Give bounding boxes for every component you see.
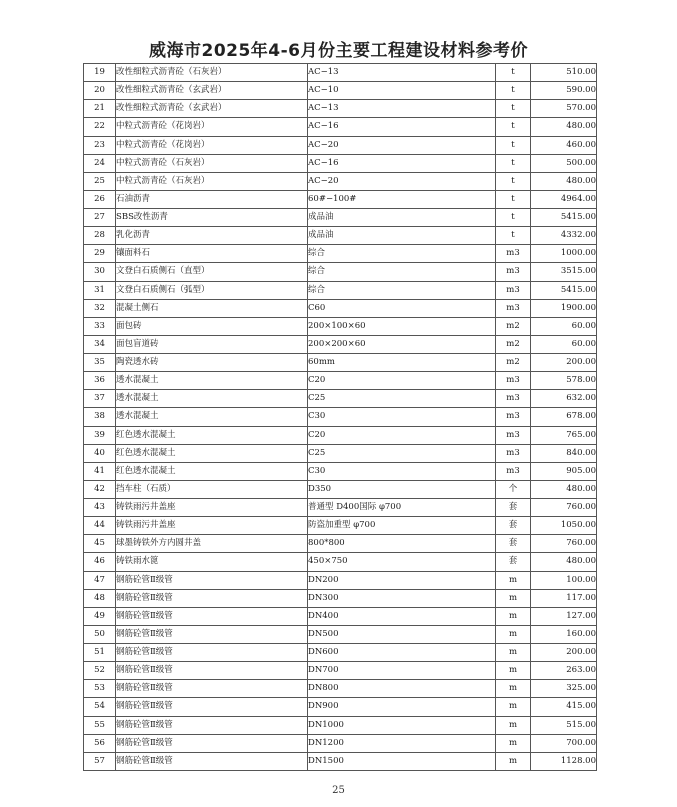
material-unit: m3 [496,299,531,317]
row-number: 41 [84,462,116,480]
material-name: 钢筋砼管Ⅱ级管 [116,662,308,680]
material-price: 905.00 [531,462,597,480]
material-unit: m [496,589,531,607]
row-number: 42 [84,480,116,498]
material-unit: 套 [496,535,531,553]
table-row [84,354,597,372]
material-spec: AC−13 [308,100,496,118]
material-spec: C60 [308,299,496,317]
material-unit: 套 [496,553,531,571]
material-name: 镶面料石 [116,245,308,263]
material-price: 325.00 [531,680,597,698]
row-number: 55 [84,716,116,734]
material-spec: 综合 [308,281,496,299]
material-unit: t [496,100,531,118]
row-number: 51 [84,644,116,662]
material-spec: D350 [308,480,496,498]
material-spec: AC−16 [308,154,496,172]
material-name: 钢筋砼管Ⅱ级管 [116,589,308,607]
row-number: 21 [84,100,116,118]
material-spec: DN900 [308,698,496,716]
material-unit: m [496,680,531,698]
material-name: 铸铁雨水篦 [116,553,308,571]
material-spec: C30 [308,462,496,480]
row-number: 39 [84,426,116,444]
material-name: 红色透水混凝土 [116,426,308,444]
material-name: 透水混凝土 [116,372,308,390]
row-number: 29 [84,245,116,263]
material-spec: C25 [308,390,496,408]
material-unit: m3 [496,426,531,444]
material-price: 700.00 [531,734,597,752]
material-price: 480.00 [531,172,597,190]
material-name: 钢筋砼管Ⅱ级管 [116,571,308,589]
material-name: 面包砖 [116,317,308,335]
material-price: 1128.00 [531,752,597,770]
material-price: 460.00 [531,136,597,154]
material-spec: DN1500 [308,752,496,770]
material-price: 578.00 [531,372,597,390]
table-row [84,517,597,535]
table-row [84,317,597,335]
material-spec: 成品油 [308,227,496,245]
material-unit: m3 [496,281,531,299]
material-spec: AC−13 [308,64,496,82]
row-number: 24 [84,154,116,172]
material-price: 570.00 [531,100,597,118]
material-unit: m3 [496,444,531,462]
material-name: 钢筋砼管Ⅱ级管 [116,607,308,625]
material-price: 415.00 [531,698,597,716]
material-name: 乳化沥青 [116,227,308,245]
material-unit: t [496,190,531,208]
material-name: 钢筋砼管Ⅱ级管 [116,734,308,752]
material-name: 红色透水混凝土 [116,444,308,462]
table-row [84,299,597,317]
material-price: 4332.00 [531,227,597,245]
row-number: 48 [84,589,116,607]
material-unit: t [496,64,531,82]
material-price: 480.00 [531,118,597,136]
table-row [84,190,597,208]
material-spec: DN500 [308,625,496,643]
material-unit: m2 [496,335,531,353]
row-number: 19 [84,64,116,82]
material-unit: t [496,209,531,227]
material-price: 840.00 [531,444,597,462]
row-number: 30 [84,263,116,281]
table-row [84,716,597,734]
table-row [84,281,597,299]
table-row [84,390,597,408]
row-number: 28 [84,227,116,245]
material-spec: 60#−100# [308,190,496,208]
material-spec: AC−10 [308,82,496,100]
material-unit: m3 [496,390,531,408]
material-unit: 个 [496,480,531,498]
material-unit: m [496,625,531,643]
material-unit: m3 [496,263,531,281]
material-name: 改性细粒式沥青砼（石灰岩） [116,64,308,82]
material-spec: AC−16 [308,118,496,136]
material-price: 60.00 [531,335,597,353]
table-row [84,245,597,263]
material-unit: t [496,227,531,245]
row-number: 22 [84,118,116,136]
table-row [84,480,597,498]
material-price: 263.00 [531,662,597,680]
material-name: 中粒式沥青砼（石灰岩） [116,154,308,172]
row-number: 31 [84,281,116,299]
material-price: 160.00 [531,625,597,643]
material-spec: AC−20 [308,172,496,190]
material-price: 4964.00 [531,190,597,208]
table-row [84,64,597,82]
material-name: 透水混凝土 [116,390,308,408]
table-row [84,625,597,643]
material-price: 5415.00 [531,209,597,227]
material-name: 挡车柱（石质） [116,480,308,498]
table-row [84,644,597,662]
material-unit: m2 [496,317,531,335]
material-price: 500.00 [531,154,597,172]
material-price: 117.00 [531,589,597,607]
material-unit: t [496,82,531,100]
material-name: 改性细粒式沥青砼（玄武岩） [116,100,308,118]
row-number: 43 [84,499,116,517]
material-name: 钢筋砼管Ⅱ级管 [116,625,308,643]
row-number: 32 [84,299,116,317]
row-number: 35 [84,354,116,372]
material-name: 钢筋砼管Ⅱ级管 [116,716,308,734]
row-number: 26 [84,190,116,208]
material-spec: C20 [308,372,496,390]
material-unit: m [496,698,531,716]
material-spec: 60mm [308,354,496,372]
row-number: 47 [84,571,116,589]
material-unit: m3 [496,372,531,390]
material-price: 1000.00 [531,245,597,263]
material-spec: 综合 [308,263,496,281]
material-unit: t [496,118,531,136]
material-spec: C30 [308,408,496,426]
row-number: 52 [84,662,116,680]
material-name: 文登白石质侧石（弧型） [116,281,308,299]
material-name: 球墨铸铁外方内圆井盖 [116,535,308,553]
table-row [84,571,597,589]
row-number: 50 [84,625,116,643]
row-number: 37 [84,390,116,408]
material-unit: t [496,136,531,154]
material-unit: m [496,607,531,625]
material-spec: DN600 [308,644,496,662]
table-row [84,408,597,426]
material-unit: 套 [496,499,531,517]
material-spec: DN1200 [308,734,496,752]
row-number: 46 [84,553,116,571]
row-number: 34 [84,335,116,353]
table-row [84,154,597,172]
row-number: 45 [84,535,116,553]
material-price: 632.00 [531,390,597,408]
material-name: 钢筋砼管Ⅱ级管 [116,698,308,716]
table-row [84,100,597,118]
material-name: 钢筋砼管Ⅱ级管 [116,644,308,662]
material-spec: 防盗加重型 φ700 [308,517,496,535]
table-row [84,499,597,517]
material-name: 钢筋砼管Ⅱ级管 [116,680,308,698]
material-name: 陶瓷透水砖 [116,354,308,372]
material-unit: m3 [496,462,531,480]
price-table [83,63,597,771]
row-number: 27 [84,209,116,227]
material-spec: DN400 [308,607,496,625]
material-spec: 200×100×60 [308,317,496,335]
row-number: 38 [84,408,116,426]
material-price: 760.00 [531,535,597,553]
table-row [84,589,597,607]
material-unit: 套 [496,517,531,535]
row-number: 36 [84,372,116,390]
material-price: 678.00 [531,408,597,426]
material-unit: m [496,734,531,752]
material-spec: AC−20 [308,136,496,154]
row-number: 40 [84,444,116,462]
row-number: 56 [84,734,116,752]
table-row [84,82,597,100]
table-row [84,426,597,444]
table-row [84,752,597,770]
material-price: 60.00 [531,317,597,335]
material-unit: t [496,172,531,190]
table-row [84,462,597,480]
material-unit: m2 [496,354,531,372]
table-row [84,335,597,353]
material-price: 5415.00 [531,281,597,299]
material-name: 红色透水混凝土 [116,462,308,480]
material-spec: DN800 [308,680,496,698]
row-number: 25 [84,172,116,190]
material-price: 200.00 [531,644,597,662]
material-name: 钢筋砼管Ⅱ级管 [116,752,308,770]
material-price: 515.00 [531,716,597,734]
row-number: 54 [84,698,116,716]
material-name: 面包盲道砖 [116,335,308,353]
material-price: 100.00 [531,571,597,589]
material-spec: 450×750 [308,553,496,571]
material-name: 中粒式沥青砼（花岗岩） [116,136,308,154]
table-row [84,372,597,390]
material-name: 混凝土侧石 [116,299,308,317]
material-price: 1050.00 [531,517,597,535]
table-row [84,535,597,553]
table-row [84,607,597,625]
material-price: 127.00 [531,607,597,625]
table-row [84,662,597,680]
material-spec: C25 [308,444,496,462]
table-row [84,227,597,245]
table-row [84,680,597,698]
row-number: 49 [84,607,116,625]
material-spec: 成品油 [308,209,496,227]
material-name: 铸铁雨污井盖座 [116,499,308,517]
material-spec: DN300 [308,589,496,607]
table-row [84,263,597,281]
material-price: 510.00 [531,64,597,82]
material-unit: m3 [496,245,531,263]
material-spec: C20 [308,426,496,444]
table-row [84,698,597,716]
page-number: 25 [332,785,345,796]
material-price: 1900.00 [531,299,597,317]
price-table-body [84,64,597,771]
row-number: 20 [84,82,116,100]
material-price: 590.00 [531,82,597,100]
row-number: 23 [84,136,116,154]
table-row [84,209,597,227]
material-price: 200.00 [531,354,597,372]
material-unit: m [496,662,531,680]
row-number: 33 [84,317,116,335]
material-name: 铸铁雨污井盖座 [116,517,308,535]
material-price: 480.00 [531,553,597,571]
page-title: 威海市2025年4-6月份主要工程建设材料参考价 [148,41,529,61]
material-price: 480.00 [531,480,597,498]
table-row [84,444,597,462]
material-spec: DN1000 [308,716,496,734]
material-unit: t [496,154,531,172]
material-name: 石油沥青 [116,190,308,208]
material-unit: m [496,644,531,662]
material-spec: 200×200×60 [308,335,496,353]
material-name: 透水混凝土 [116,408,308,426]
row-number: 57 [84,752,116,770]
material-spec: 综合 [308,245,496,263]
material-name: SBS改性沥青 [116,209,308,227]
material-price: 3515.00 [531,263,597,281]
material-name: 文登白石质侧石（直型） [116,263,308,281]
material-name: 改性细粒式沥青砼（玄武岩） [116,82,308,100]
material-name: 中粒式沥青砼（花岗岩） [116,118,308,136]
material-unit: m [496,571,531,589]
material-price: 760.00 [531,499,597,517]
material-unit: m [496,752,531,770]
material-unit: m [496,716,531,734]
material-name: 中粒式沥青砼（石灰岩） [116,172,308,190]
material-price: 765.00 [531,426,597,444]
row-number: 44 [84,517,116,535]
material-spec: DN200 [308,571,496,589]
table-row [84,118,597,136]
material-spec: 800*800 [308,535,496,553]
material-spec: DN700 [308,662,496,680]
table-row [84,734,597,752]
table-row [84,136,597,154]
table-row [84,172,597,190]
material-spec: 普通型 D400国际 φ700 [308,499,496,517]
material-unit: m3 [496,408,531,426]
table-row [84,553,597,571]
row-number: 53 [84,680,116,698]
